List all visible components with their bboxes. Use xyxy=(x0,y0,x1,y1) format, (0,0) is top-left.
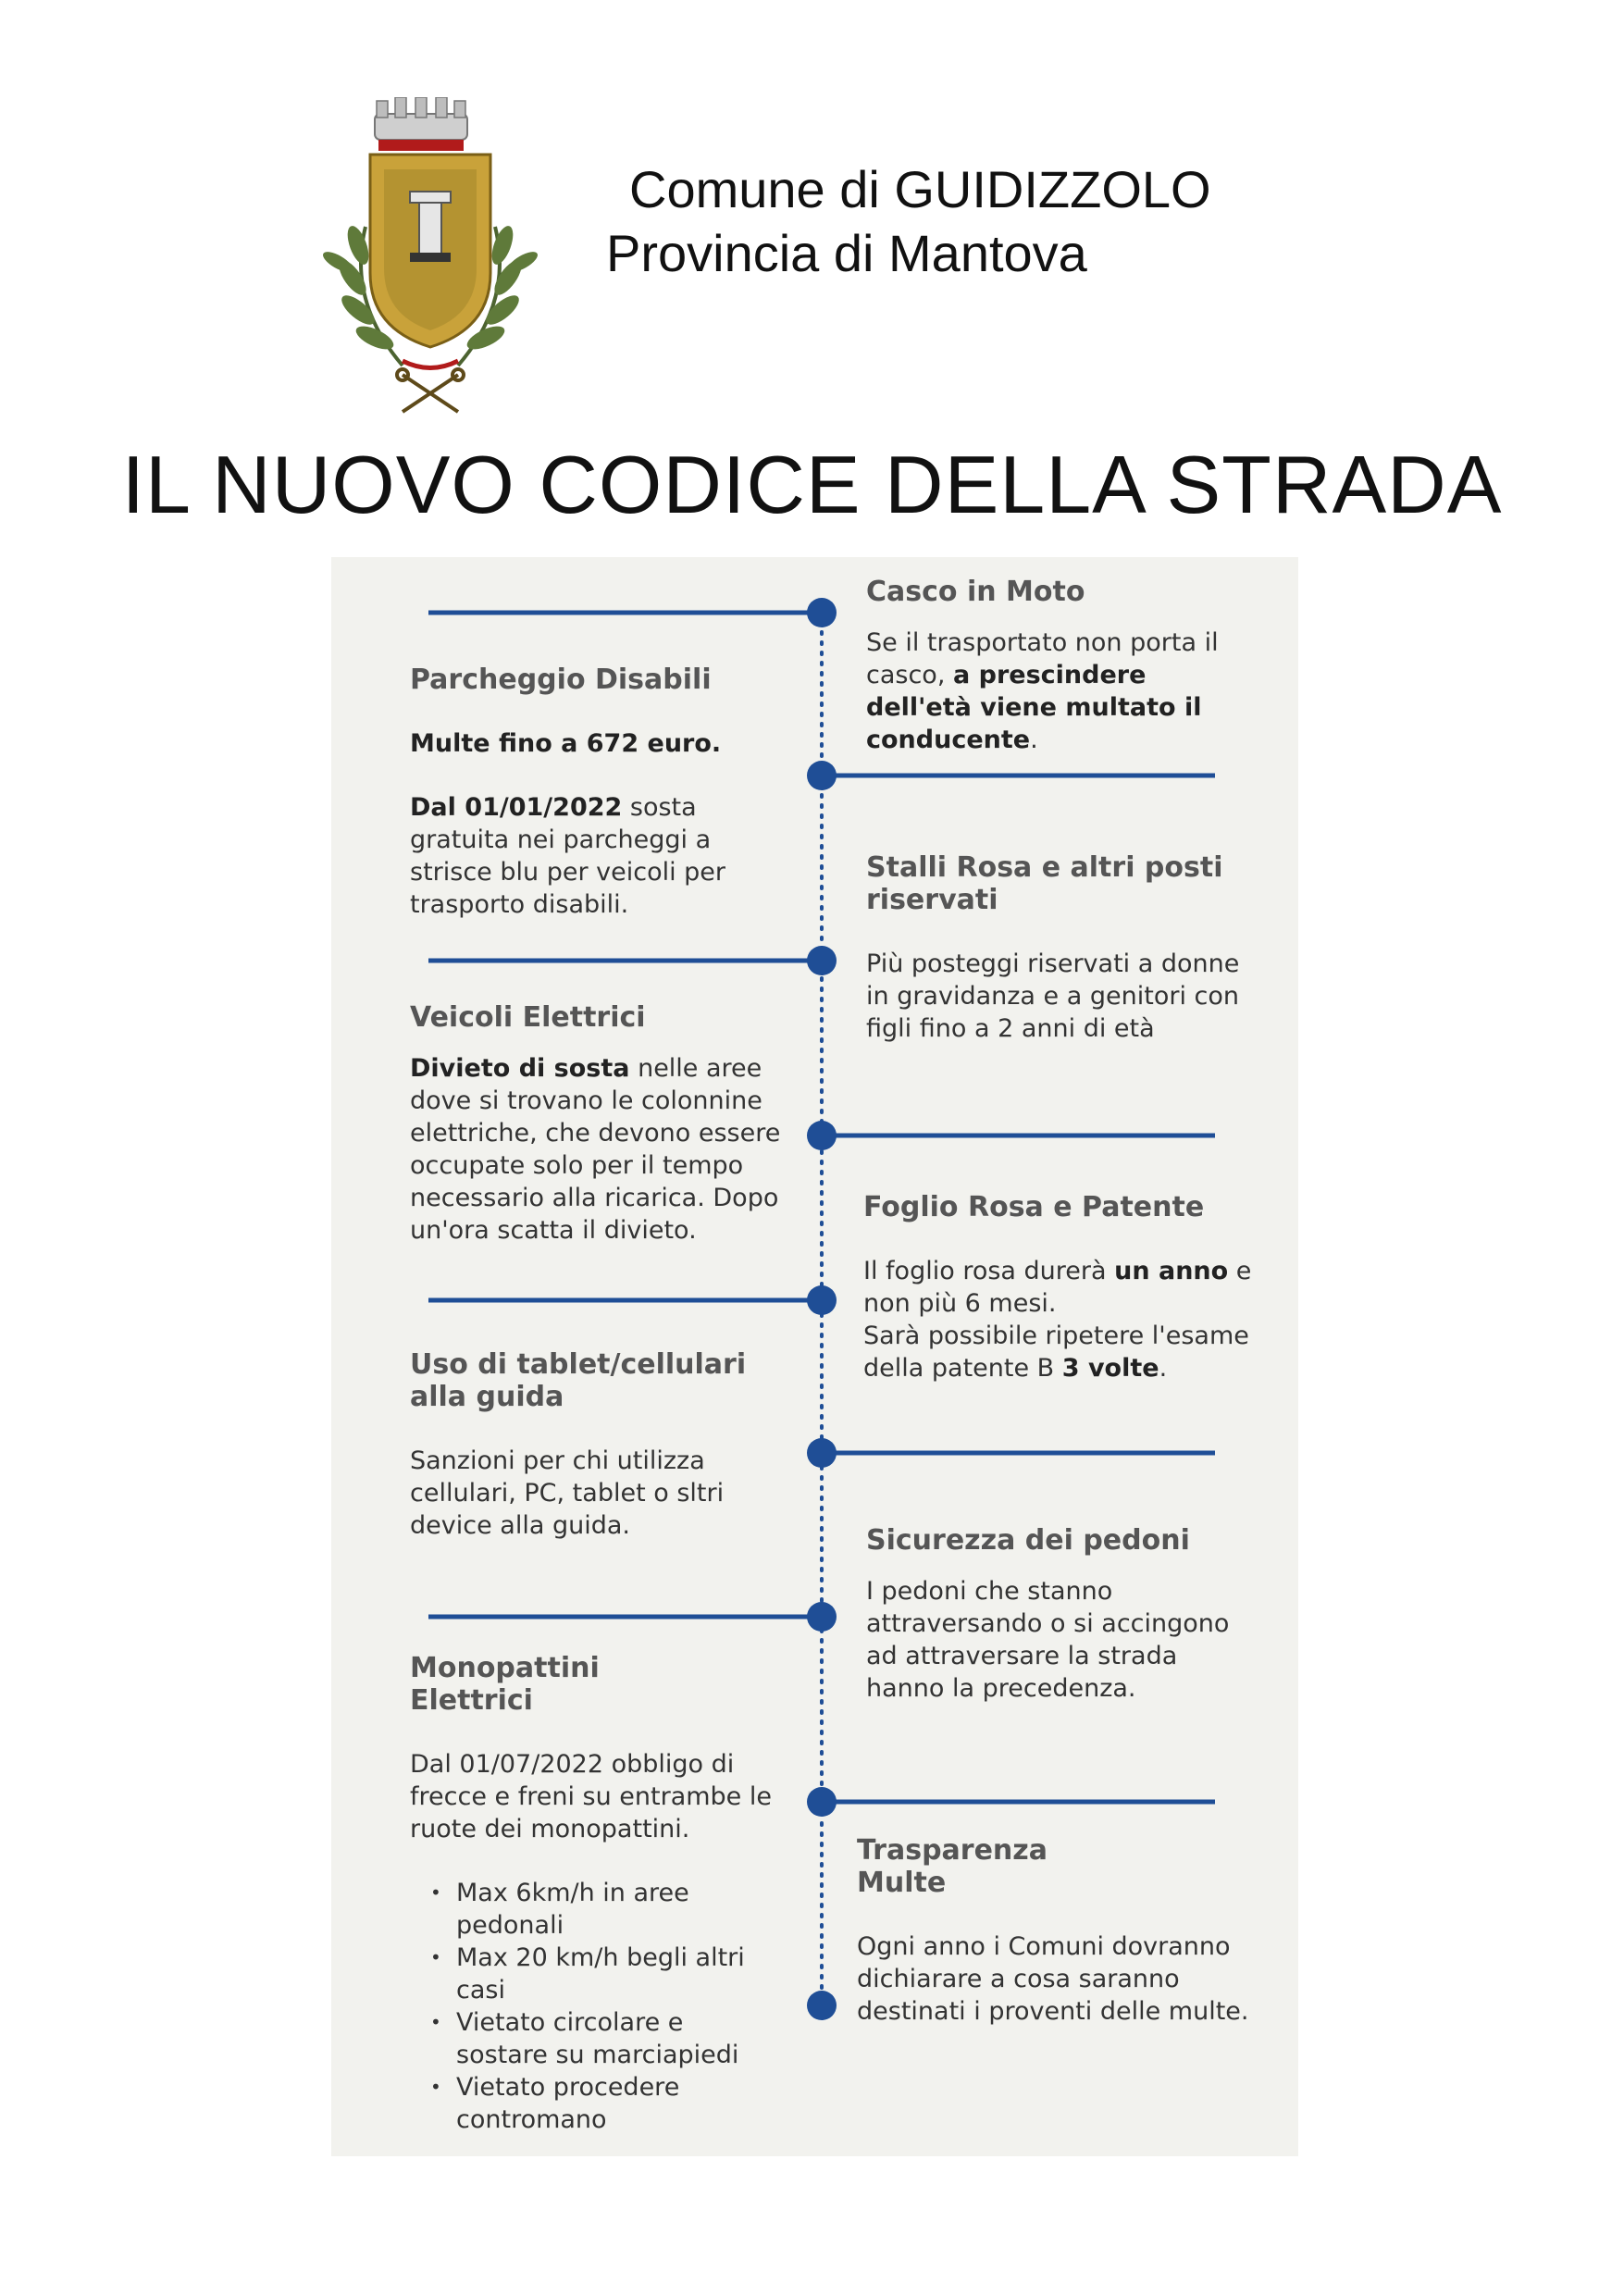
keys-icon xyxy=(397,369,464,412)
section-stalli-rosa xyxy=(866,851,1255,1045)
timeline-node xyxy=(807,1285,837,1315)
section-title: Foglio Rosa e Patente xyxy=(863,1191,1205,1223)
municipality-name: Comune di GUIDIZZOLO xyxy=(629,160,1211,218)
section-text: Dal 01/01/2022 sosta gratuita nei parcheggi a strisce blu per veicoli per trasporto disabili. xyxy=(410,793,726,919)
section-foglio-rosa xyxy=(863,1191,1261,1384)
section-title: Parcheggio Disabili xyxy=(410,664,712,696)
coat-of-arms-icon xyxy=(310,97,551,416)
timeline-node xyxy=(807,1602,837,1632)
crown-icon xyxy=(375,97,467,151)
timeline-node xyxy=(807,946,837,975)
section-text: I pedoni che stanno attraversando o si accingono ad attraversare la strada hanno la precedenza. xyxy=(866,1577,1230,1703)
list-item: • Vietato circolare e sostare su marciapiedi xyxy=(456,2006,780,2071)
section-title: Monopattini Elettrici xyxy=(410,1652,600,1717)
section-uso-tablet xyxy=(410,1348,780,1542)
timeline-node xyxy=(807,761,837,790)
section-monopattini xyxy=(410,1652,780,2136)
section-sicurezza-pedoni xyxy=(866,1524,1255,1705)
timeline-node xyxy=(807,1438,837,1468)
section-title: Sicurezza dei pedoni xyxy=(866,1524,1190,1557)
section-title: Uso di tablet/cellulari alla guida xyxy=(410,1348,747,1413)
section-title: Veicoli Elettrici xyxy=(410,1001,646,1034)
timeline-node xyxy=(807,1787,837,1817)
section-text: Divieto di sosta nelle aree dove si trovano le colonnine elettriche, che devono essere occupate solo per il tempo necessario alla ricarica. Dopo un'ora scatta il divieto. xyxy=(410,1054,781,1245)
province-name: Provincia di Mantova xyxy=(606,224,1087,282)
section-text: Multe fino a 672 euro. xyxy=(410,729,722,758)
list-item: • Max 6km/h in aree pedonali xyxy=(456,1877,780,1942)
section-parcheggio-disabili xyxy=(410,664,780,921)
section-text: Se il trasportato non porta il casco, a prescindere dell'età viene multato il conducente. xyxy=(866,628,1219,754)
section-title: Casco in Moto xyxy=(866,576,1085,608)
list-item: • Vietato procedere contromano xyxy=(456,2071,780,2136)
section-trasparenza-multe xyxy=(857,1834,1255,2028)
section-text: Sarà possibile ripetere l'esame della patente B 3 volte. xyxy=(863,1322,1249,1383)
bullet-list xyxy=(410,1877,780,2136)
section-text: Dal 01/07/2022 obbligo di frecce e freni su entrambe le ruote dei monopattini. xyxy=(410,1750,772,1843)
list-item: • Max 20 km/h begli altri casi xyxy=(456,1942,780,2006)
section-text: Più posteggi riservati a donne in gravidanza e a genitori con figli fino a 2 anni di età xyxy=(866,949,1240,1043)
infographic-panel xyxy=(331,557,1298,2156)
section-text: Ogni anno i Comuni dovranno dichiarare a cosa saranno destinati i proventi delle multe. xyxy=(857,1932,1249,2026)
timeline-node xyxy=(807,598,837,627)
section-text: Il foglio rosa durerà un anno e non più 6 mesi. xyxy=(863,1257,1252,1318)
page-title: IL NUOVO CODICE DELLA STRADA xyxy=(121,439,1503,530)
section-casco-moto xyxy=(866,576,1255,756)
section-veicoli-elettrici xyxy=(410,1001,803,1247)
timeline-node xyxy=(807,1991,837,2020)
section-title: Stalli Rosa e altri posti riservati xyxy=(866,851,1223,916)
timeline-node xyxy=(807,1121,837,1150)
section-title: Trasparenza Multe xyxy=(857,1834,1048,1899)
section-text: Sanzioni per chi utilizza cellulari, PC, tablet o sltri device alla guida. xyxy=(410,1446,725,1540)
